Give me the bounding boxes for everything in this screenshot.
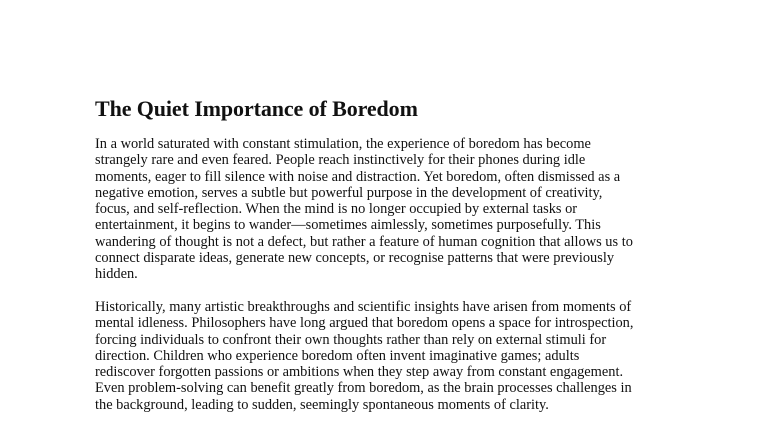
- text-line: connect disparate ideas, generate new concepts, or recognise patterns that were previously: [95, 250, 615, 267]
- document-title: The Quiet Importance of Boredom: [95, 96, 418, 121]
- document-body: [95, 136, 695, 413]
- text-line: rediscover forgotten passions or ambitions when they step away from constant engagement.: [95, 364, 624, 381]
- text-line: entertainment, it begins to wander—sometimes aimlessly, sometimes purposefully. This: [95, 217, 601, 234]
- document-content: [95, 96, 695, 413]
- text-line: hidden.: [95, 266, 138, 283]
- text-line: In a world saturated with constant stimulation, the experience of boredom has become: [95, 136, 591, 152]
- paragraph-gap: [95, 283, 695, 299]
- text-line: wandering of thought is not a defect, but rather a feature of human cognition that allows us to: [95, 233, 633, 250]
- text-line: Even problem-solving can benefit greatly from boredom, as the brain processes challenges in: [95, 380, 632, 397]
- text-line: focus, and self-reflection. When the mind is no longer occupied by external tasks or: [95, 201, 578, 218]
- text-line: forcing individuals to confront their own thoughts rather than rely on external stimuli for: [95, 331, 607, 348]
- paragraph-2: [95, 299, 695, 413]
- text-line: strangely rare and even feared. People reach instinctively for their phones during idle: [95, 152, 586, 169]
- text-line: Historically, many artistic breakthroughs and scientific insights have arisen from moments of: [95, 298, 632, 315]
- text-line: negative emotion, serves a subtle but powerful purpose in the development of creativity,: [95, 184, 603, 201]
- text-line: mental idleness. Philosophers have long argued that boredom opens a space for introspection,: [95, 315, 634, 332]
- paragraph-1: [95, 136, 695, 283]
- text-line: direction. Children who experience boredom often invent imaginative games; adults: [95, 347, 580, 364]
- text-line: moments, eager to fill silence with noise and distraction. Yet boredom, often dismissed as a: [95, 168, 621, 185]
- text-line: the background, leading to sudden, seemingly spontaneous moments of clarity.: [95, 396, 549, 413]
